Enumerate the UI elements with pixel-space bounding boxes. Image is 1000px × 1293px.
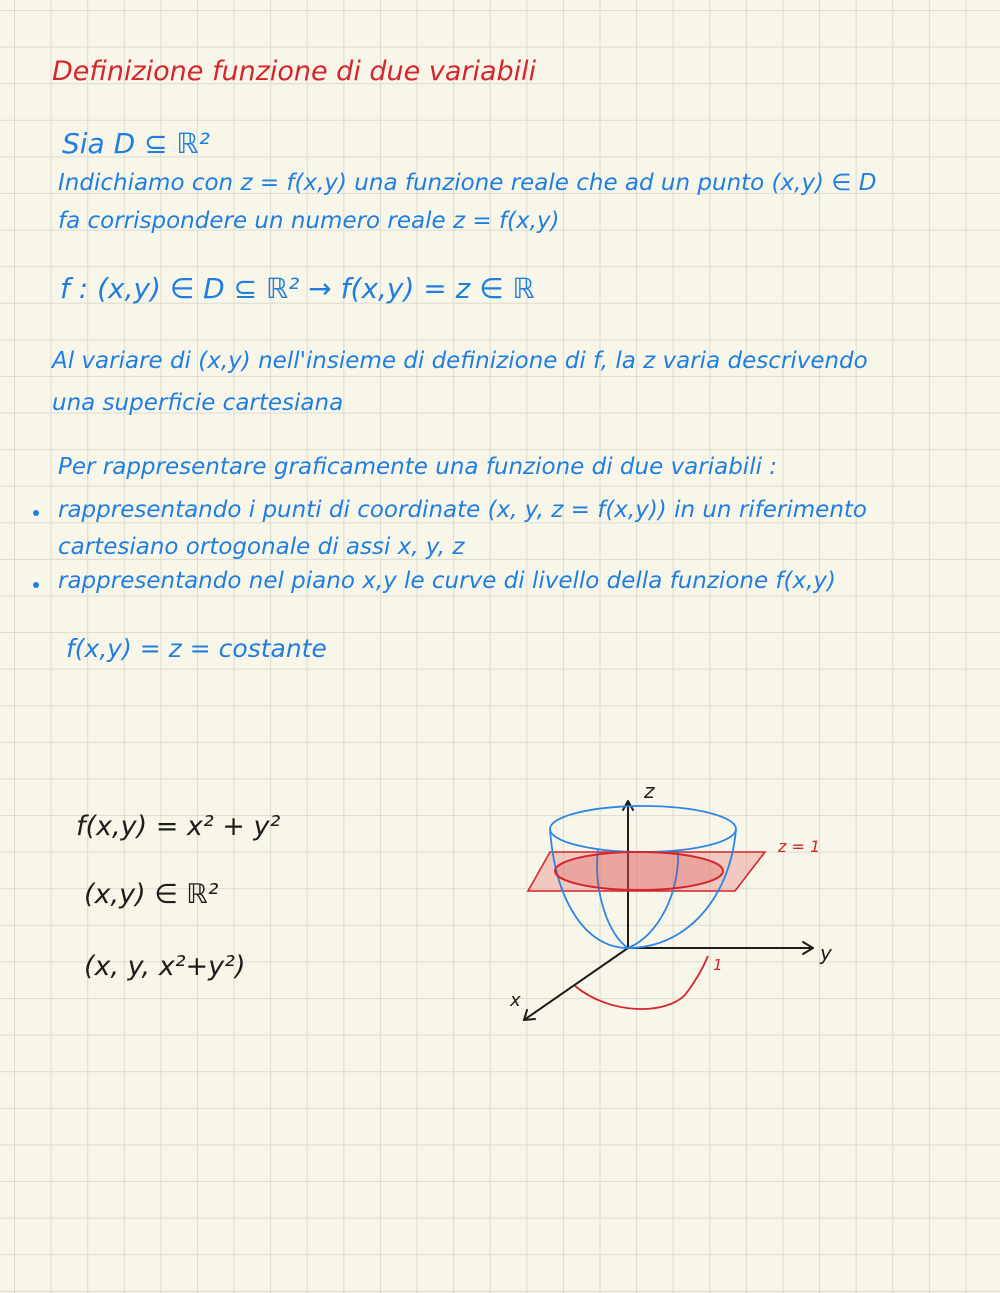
definition-line-1: Indichiamo con z = f(x,y) una funzione reale che ad un punto (x,y) ∈ D	[58, 170, 877, 196]
representation-intro: Per rappresentare graficamente una funzione di due variabili :	[58, 454, 778, 480]
example-domain: (x,y) ∈ ℝ²	[84, 879, 219, 910]
surface-note-line-2: una superficie cartesiana	[52, 390, 344, 416]
level-curve-ellipse	[555, 852, 723, 890]
z-axis-label: z	[644, 779, 655, 803]
definition-line-2: fa corrispondere un numero reale z = f(x,y)	[58, 208, 560, 234]
bullet-marker-1	[33, 510, 39, 516]
projection-arc	[575, 956, 708, 1009]
plane-label: z = 1	[778, 837, 821, 856]
bullet-marker-2	[33, 582, 39, 588]
paraboloid-rim	[550, 806, 736, 852]
bullet-item-2: rappresentando nel piano x,y le curve di livello della funzione f(x,y)	[58, 568, 837, 594]
bullet-item-1-continuation: cartesiano ortogonale di assi x, y, z	[58, 534, 465, 560]
x-axis-line	[524, 948, 628, 1020]
example-function: f(x,y) = x² + y²	[76, 811, 281, 842]
x-axis-label: x	[510, 990, 521, 1011]
bullet-item-1: rappresentando i punti di coordinate (x, y, z = f(x,y)) in un riferimento	[58, 497, 867, 523]
paraboloid-diagram	[500, 770, 860, 1040]
example-point: (x, y, x²+y²)	[84, 951, 246, 982]
level-curve-formula: f(x,y) = z = costante	[66, 634, 327, 663]
radius-label: 1	[713, 956, 723, 974]
mapping-formula: f : (x,y) ∈ D ⊆ ℝ² → f(x,y) = z ∈ ℝ	[60, 272, 535, 305]
definition-domain: Sia D ⊆ ℝ²	[62, 127, 210, 160]
surface-note-line-1: Al variare di (x,y) nell'insieme di definizione di f, la z varia descrivendo	[52, 348, 868, 374]
page-title: Definizione funzione di due variabili	[52, 56, 537, 87]
y-axis-label: y	[820, 941, 832, 965]
